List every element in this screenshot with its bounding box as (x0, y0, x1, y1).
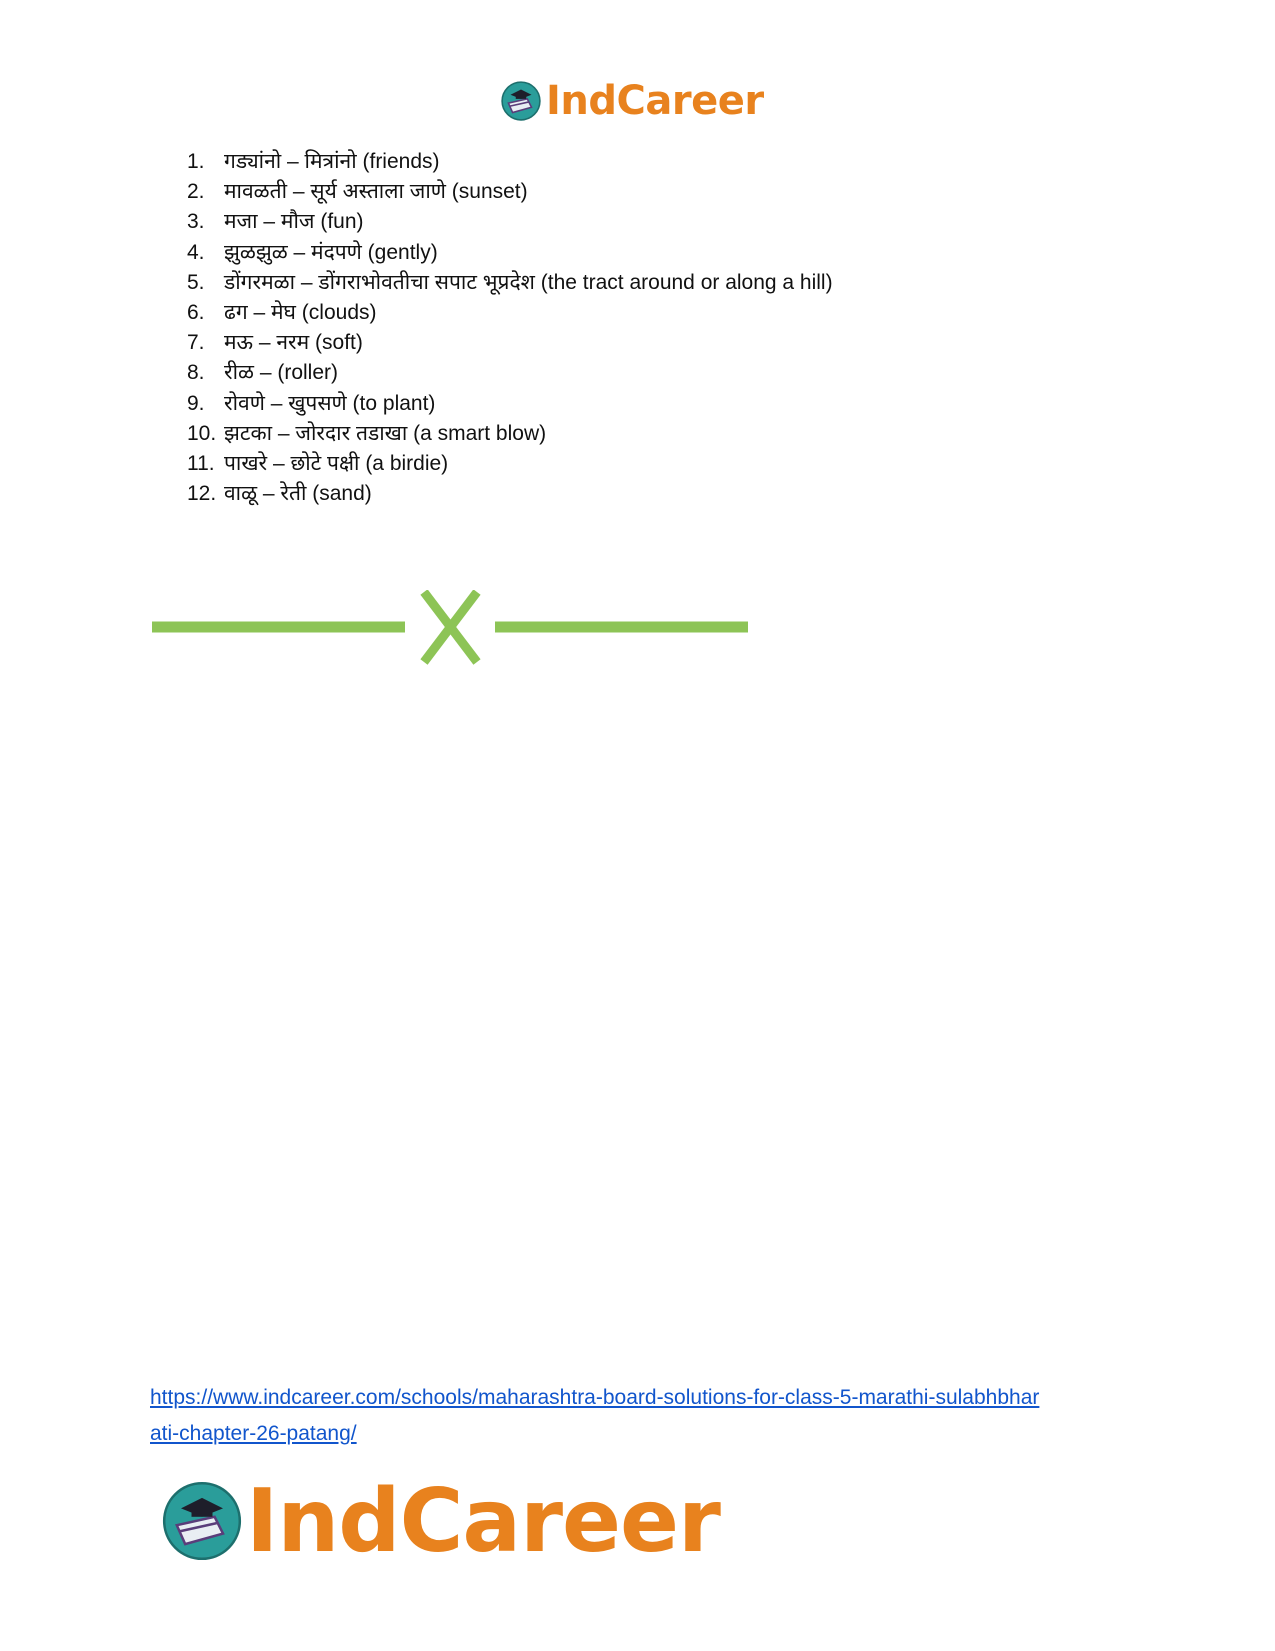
list-item (187, 328, 833, 358)
source-link[interactable] (150, 1380, 1150, 1452)
item-number: 1. (187, 150, 205, 173)
list-item (187, 479, 833, 509)
list-item (187, 238, 833, 268)
item-number: 2. (187, 180, 205, 204)
item-text: झुळझुळ – मंदपणे (gently) (224, 240, 438, 264)
list-item (187, 268, 833, 298)
footer-logo (160, 1470, 720, 1572)
graduation-book-icon (500, 80, 542, 122)
item-text: मावळती – सूर्य अस्ताला जाणे (sunset) (224, 180, 528, 204)
list-item (187, 358, 833, 388)
section-divider (150, 590, 750, 670)
list-item (187, 147, 833, 177)
list-item (187, 177, 833, 207)
x-icon (424, 592, 477, 662)
list-item (187, 207, 833, 237)
item-text: मऊ – नरम (soft) (224, 331, 363, 355)
item-text: डोंगरमळा – डोंगराभोवतीचा सपाट भूप्रदेश (the tract around or along a hill) (224, 270, 833, 294)
header-logo (500, 78, 764, 124)
item-number: 9. (187, 391, 205, 415)
logo-text: IndCareer (246, 1470, 720, 1572)
item-text: रीळ – (roller) (224, 361, 338, 385)
item-number: 6. (187, 301, 205, 325)
list-item (187, 419, 833, 449)
item-text: पाखरे – छोटे पक्षी (a birdie) (224, 452, 449, 476)
source-link-line1: https://www.indcareer.com/schools/maharashtra-board-solutions-for-class-5-marathi-sulabhbhar (150, 1386, 1040, 1409)
item-number: 5. (187, 270, 205, 294)
item-number: 12. (187, 482, 217, 506)
list-item (187, 449, 833, 479)
item-text: रोवणे – खुपसणे (to plant) (224, 391, 436, 415)
list-item (187, 389, 833, 419)
list-item (187, 298, 833, 328)
item-number: 10. (187, 421, 217, 445)
logo-text: IndCareer (546, 78, 764, 124)
item-text: गड्यांनो – मित्रांनो (friends) (224, 150, 440, 173)
item-number: 3. (187, 210, 205, 234)
item-text: ढग – मेघ (clouds) (224, 301, 377, 325)
vocabulary-list (187, 147, 833, 509)
item-number: 7. (187, 331, 205, 355)
item-text: वाळू – रेती (sand) (224, 482, 372, 506)
item-number: 4. (187, 240, 205, 264)
item-number: 11. (187, 452, 215, 476)
source-link-line2: ati-chapter-26-patang/ (150, 1422, 357, 1445)
item-text: मजा – मौज (fun) (224, 210, 364, 234)
graduation-book-icon (160, 1479, 244, 1563)
item-number: 8. (187, 361, 205, 385)
item-text: झटका – जोरदार तडाखा (a smart blow) (224, 421, 547, 445)
